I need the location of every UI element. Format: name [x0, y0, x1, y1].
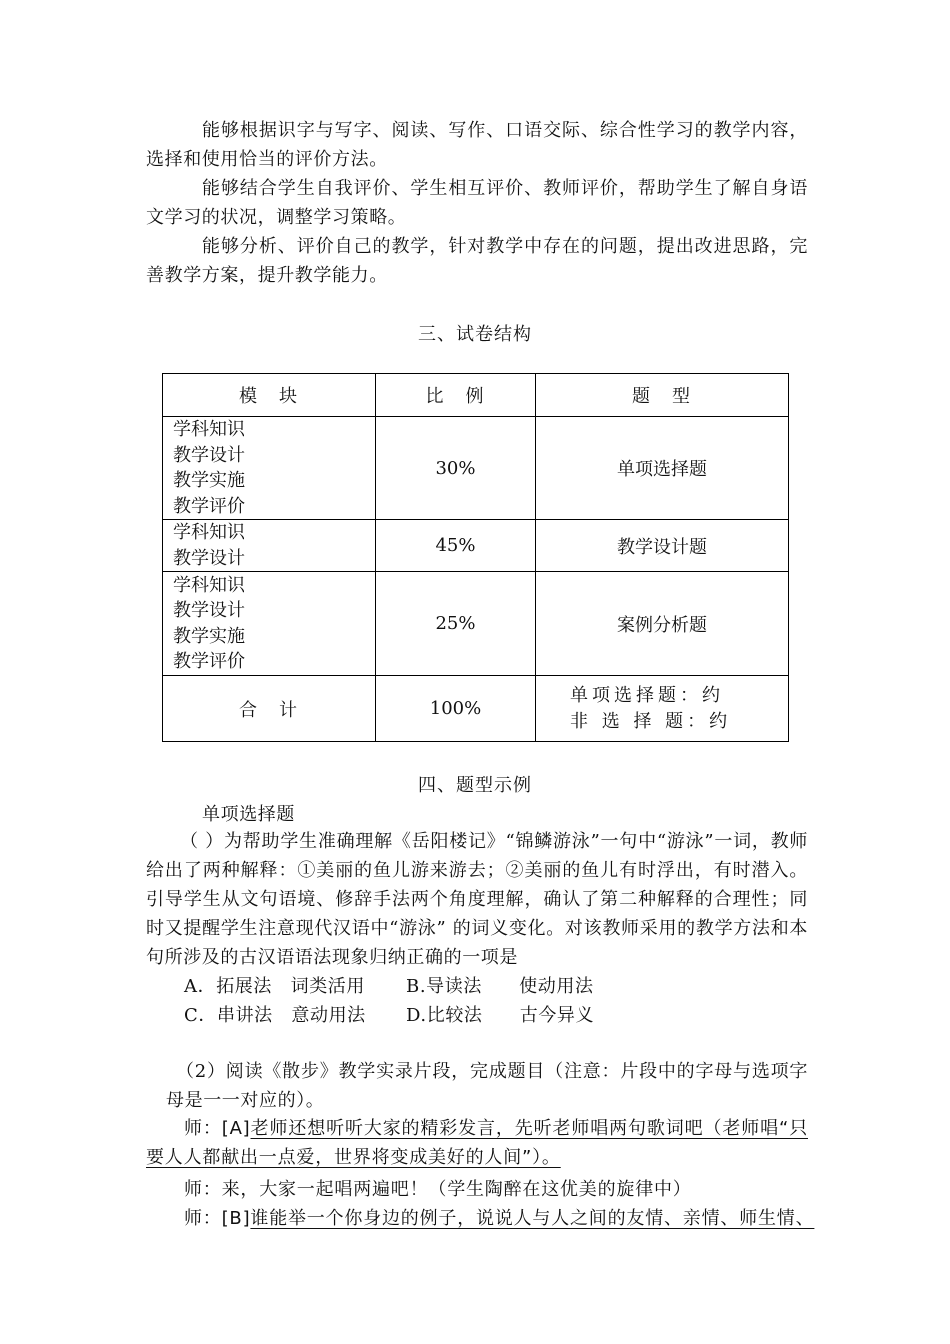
- speaker-label: 师：: [184, 1179, 222, 1200]
- option-letter: B.: [406, 976, 427, 997]
- option-a: [184, 972, 365, 998]
- module-item: 教学设计: [173, 600, 245, 621]
- module-item: 学科知识: [173, 419, 245, 440]
- option-b: [406, 972, 594, 998]
- dialogue-line-b: [184, 1204, 814, 1230]
- option-text: 串讲法 意动用法: [216, 1005, 366, 1026]
- speaker-label: 师：: [184, 1118, 222, 1139]
- dialogue-line-2: [184, 1175, 692, 1201]
- type-cell: 案例分析题: [536, 572, 789, 676]
- module-item: 教学评价: [173, 651, 245, 672]
- option-marker: [A]: [221, 1118, 251, 1139]
- dialogue-line-a: [146, 1114, 808, 1172]
- module-item: 学科知识: [173, 574, 245, 596]
- exam-structure-table: [162, 373, 789, 742]
- option-letter: D.: [406, 1005, 427, 1026]
- module-item: 教学设计: [173, 547, 245, 569]
- option-letter: C．: [184, 1005, 217, 1026]
- ratio-cell: 30%: [376, 417, 536, 520]
- option-d: [406, 1001, 594, 1027]
- header-module: 模 块: [163, 374, 376, 417]
- option-text: 拓展法 词类活用: [216, 976, 366, 997]
- dialogue-text: 谁能举一个你身边的例子，说说人与人之间的友情、亲情、师生情、: [250, 1208, 815, 1229]
- total-label: 合 计: [163, 676, 376, 742]
- intro-paragraph-3: 能够分析、评价自己的教学，针对教学中存在的问题，提出改进思路，完善教学方案，提升教学能力。: [146, 236, 808, 286]
- module-item: 教学评价: [173, 495, 245, 517]
- module-item: 教学实施: [173, 625, 245, 647]
- table-row: [163, 520, 789, 572]
- section-4-title: 四、题型示例: [418, 775, 532, 796]
- module-item: 教学设计: [173, 444, 245, 466]
- intro-paragraph-2: 能够结合学生自我评价、学生相互评价、教师评价，帮助学生了解自身语文学习的状况，调整学习策略。: [146, 178, 808, 228]
- ratio-cell: 45%: [376, 520, 536, 572]
- option-c: [184, 1001, 366, 1027]
- speaker-label: 师：: [184, 1208, 222, 1229]
- dialogue-text: 来，大家一起唱两遍吧！（学生陶醉在这优美的旋律中）: [221, 1179, 692, 1200]
- ratio-cell: 25%: [376, 572, 536, 676]
- total-summary: [536, 676, 789, 742]
- option-text: 比较法 古今异义: [426, 1005, 595, 1026]
- intro-paragraph-1: 能够根据识字与写字、阅读、写作、口语交际、综合性学习的教学内容，选择和使用恰当的评价方法。: [146, 120, 808, 170]
- reading-prompt: （2）阅读《散步》教学实录片段，完成题目（注意：片段中的字母与选项字母是一一对应的）。: [166, 1061, 808, 1111]
- option-marker: [B]: [221, 1208, 251, 1229]
- total-ratio: 100%: [376, 676, 536, 742]
- question-stem: （ ）为帮助学生准确理解《岳阳楼记》“锦鳞游泳”一句中“游泳”一词，教师给出了两种解释：①美丽的鱼儿游来游去；②美丽的鱼儿有时浮出，有时潜入。引导学生从文句语境、修辞手法两个角度理解，确认了第二种解释的合理性；同时又提醒学生注意现代汉语中“游泳” 的词义变化。对该教师采用的教学方法和本句所涉及的古汉语语法现象归纳正确的一项是: [146, 831, 808, 968]
- summary-line: 单项选择题：约: [570, 684, 724, 706]
- table-total-row: [163, 676, 789, 742]
- type-cell: 单项选择题: [536, 417, 789, 520]
- module-cell: [163, 572, 376, 676]
- section-3-title: 三、试卷结构: [418, 324, 532, 345]
- module-cell: [163, 520, 376, 572]
- module-cell: [163, 417, 376, 520]
- option-letter: A．: [184, 976, 217, 997]
- header-ratio: 比 例: [376, 374, 536, 417]
- table-row: [163, 572, 789, 676]
- module-item: 教学实施: [173, 470, 245, 491]
- table-row: [163, 417, 789, 520]
- header-type: 题 型: [536, 374, 789, 417]
- option-text: 导读法 使动用法: [426, 976, 594, 997]
- dialogue-text: 老师还想听听大家的精彩发言，先听老师唱两句歌词吧（老师唱“只要人人都献出一点爱，世界将变成美好的人间”）。: [146, 1118, 808, 1168]
- table-header-row: [163, 374, 789, 417]
- summary-line: 非 选 择 题：约: [570, 710, 732, 732]
- type-cell: 教学设计题: [536, 520, 789, 572]
- module-item: 学科知识: [173, 522, 245, 543]
- question-type-subtitle: 单项选择题: [202, 804, 295, 825]
